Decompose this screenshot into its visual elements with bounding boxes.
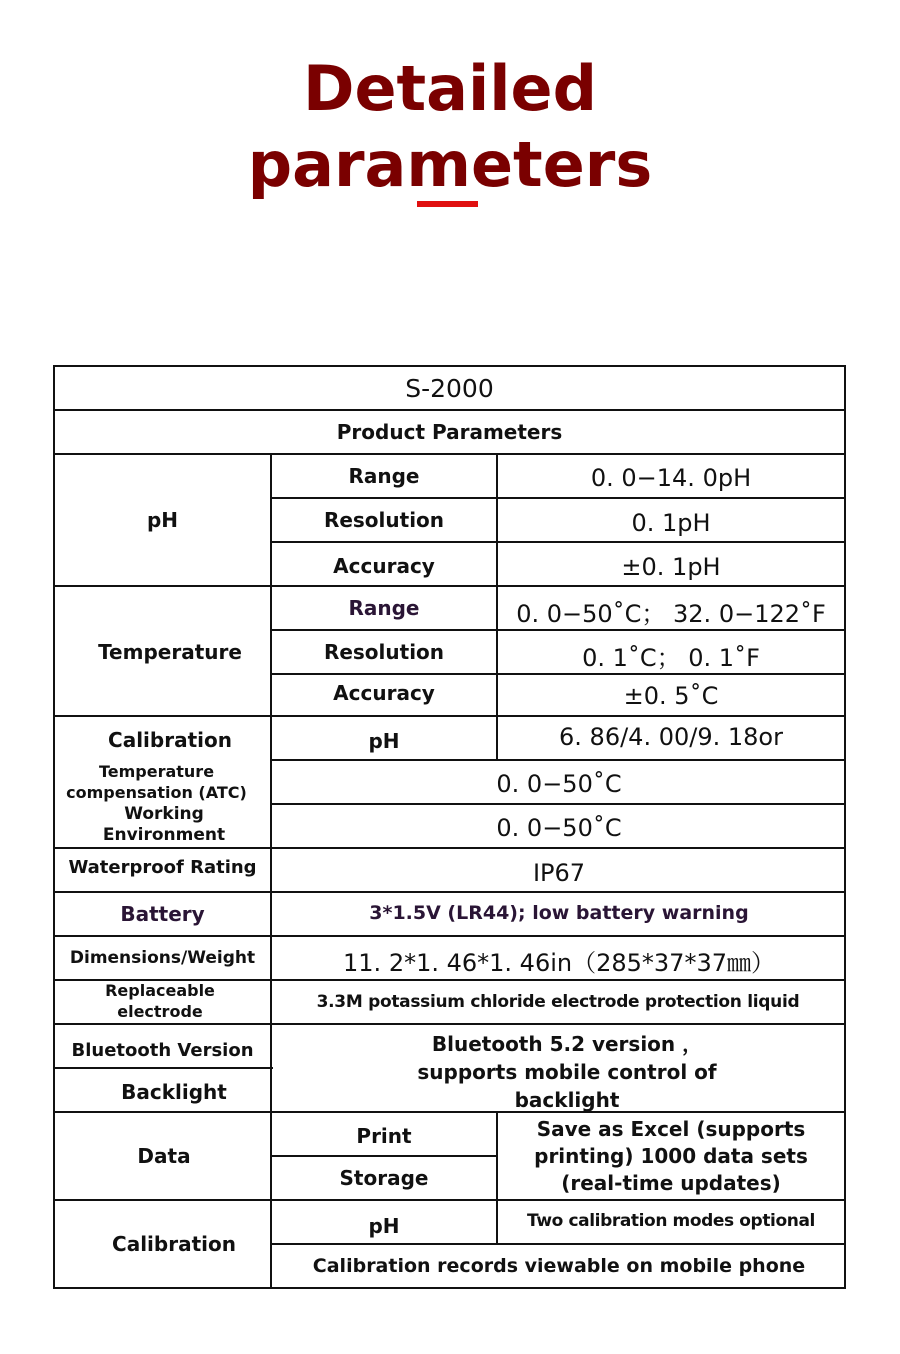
electrode-label-line2: electrode: [117, 1002, 203, 1021]
data-value-line1: Save as Excel (supports: [536, 1116, 806, 1141]
dimensions-value: 11. 2*1. 46*1. 46in（285*37*37㎜）: [343, 948, 775, 977]
ph-resolution-label: Resolution: [323, 508, 445, 532]
calibration-records-value: Calibration records viewable on mobile phone: [312, 1255, 806, 1277]
working-environment-label-line2: Environment: [102, 825, 226, 845]
section-title: Product Parameters: [336, 420, 563, 444]
waterproof-label: Waterproof Rating: [68, 856, 257, 878]
working-environment-label-line1: Working: [124, 804, 204, 824]
atc-label: [55, 761, 258, 803]
data-storage-label: Storage: [339, 1166, 429, 1190]
atc-label-line1: Temperature: [98, 762, 215, 781]
ph-range-label: Range: [348, 464, 420, 488]
temperature-resolution-value: 0. 1˚C； 0. 1˚F: [582, 643, 760, 672]
calibration-modes-value: Two calibration modes optional: [527, 1211, 815, 1231]
calibration-label: Calibration: [108, 728, 232, 752]
row-divider: [53, 1023, 846, 1025]
bluetooth-backlight-value: [272, 1029, 862, 1115]
temperature-accuracy-value: ±0. 5˚C: [623, 682, 719, 710]
calibration-bottom-ph-label: pH: [368, 1214, 400, 1238]
bluetooth-label: Bluetooth Version: [71, 1039, 254, 1061]
ph-range-value: 0. 0−14. 0pH: [590, 464, 752, 492]
electrode-label: [55, 979, 265, 1023]
bluetooth-value-line1: Bluetooth 5.2 version ，: [431, 1032, 703, 1056]
electrode-value: 3.3M potassium chloride electrode protection liquid: [316, 992, 800, 1012]
data-print-label: Print: [356, 1124, 412, 1148]
working-environment-label: [55, 803, 273, 847]
page-title-line1: Detailed: [303, 52, 597, 125]
calibration-bottom-label: Calibration: [112, 1232, 236, 1256]
ph-label: pH: [146, 508, 179, 532]
bluetooth-value-line2: supports mobile control of: [417, 1060, 717, 1084]
battery-label: Battery: [120, 902, 205, 926]
data-label: Data: [137, 1144, 191, 1168]
waterproof-value: IP67: [532, 859, 586, 887]
ph-resolution-value: 0. 1pH: [631, 509, 711, 537]
data-value-line3: (real-time updates): [561, 1170, 781, 1195]
calibration-ph-value: 6. 86/4. 00/9. 18or: [559, 723, 783, 751]
electrode-label-line1: Replaceable: [105, 981, 215, 1000]
model-name: S-2000: [405, 373, 494, 403]
temperature-range-label: Range: [348, 596, 420, 620]
temperature-range-value: 0. 0−50˚C； 32. 0−122˚F: [516, 599, 826, 628]
temperature-accuracy-label: Accuracy: [333, 681, 435, 705]
data-value-line2: printing) 1000 data sets: [534, 1143, 808, 1168]
page-title-line2: parameters: [247, 128, 653, 201]
temperature-label: Temperature: [98, 640, 242, 664]
battery-value: 3*1.5V (LR44); low battery warning: [369, 902, 749, 924]
backlight-label: Backlight: [121, 1080, 227, 1104]
dimensions-label: Dimensions/Weight: [69, 948, 256, 968]
temperature-resolution-label: Resolution: [323, 640, 445, 664]
bluetooth-value-line3: backlight: [514, 1088, 620, 1112]
table-border-bottom: [53, 1287, 846, 1289]
data-value: [498, 1113, 844, 1199]
calibration-ph-label: pH: [368, 729, 400, 753]
ph-accuracy-label: Accuracy: [333, 554, 435, 578]
title-accent-underline: [417, 201, 478, 207]
working-environment-value: 0. 0−50˚C: [496, 814, 622, 842]
ph-accuracy-value: ±0. 1pH: [621, 553, 721, 581]
atc-label-line2: compensation (ATC): [66, 783, 247, 802]
atc-value: 0. 0−50˚C: [496, 770, 622, 798]
